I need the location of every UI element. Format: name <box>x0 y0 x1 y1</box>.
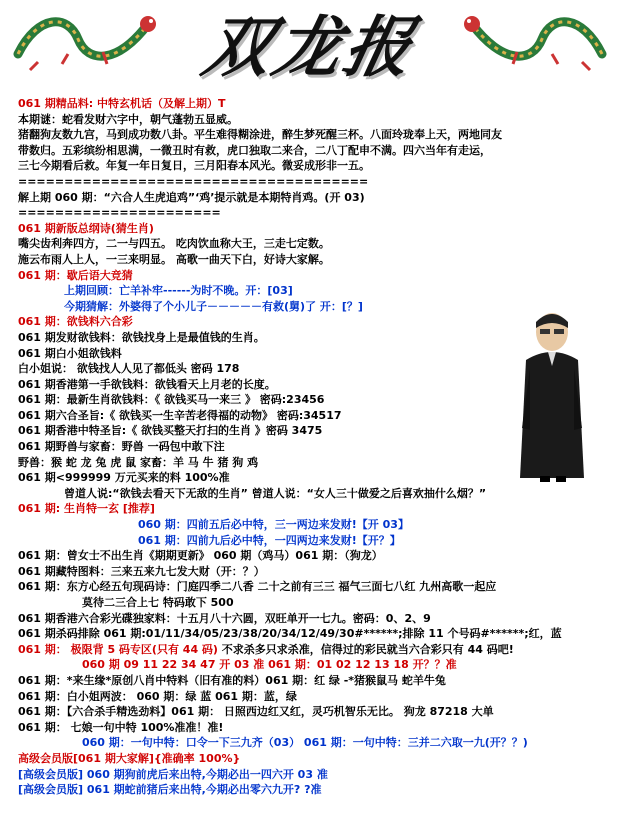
text-line <box>18 689 613 705</box>
text-segment: 061 期：欲钱料六合彩 <box>18 315 133 329</box>
text-line <box>18 720 613 736</box>
man-portrait-icon <box>512 308 592 484</box>
text-line <box>18 595 613 611</box>
text-segment: 061 期：四前九后必中特，一四两边来发财!【开？】 <box>138 533 401 547</box>
dragon-left-icon <box>8 4 158 74</box>
text-segment: 061 期：【六合杀手精选劲料】061 期： 日照西边红又红，灵巧机智乐无比。 狗龙 87218 大单 <box>18 705 494 719</box>
text-line <box>18 611 613 627</box>
text-segment: 061 期：东方心经五句现码诗：门庭四季二八香 二十之前有三三 福气三面七八红 九州高歌一起应 <box>18 580 497 594</box>
text-segment: 061 期白小姐欲钱料 <box>18 346 122 360</box>
text-segment: 白小姐说： 欲钱找人人见了都低头 密码 178 <box>18 362 240 376</box>
text-line <box>18 548 613 564</box>
text-line <box>18 252 613 268</box>
text-line <box>18 205 613 221</box>
text-segment: 施云布雨人上人，一三来明显。 高歌一曲天下白，好诗大家解。 <box>18 252 330 266</box>
text-segment: 野兽：猴 蛇 龙 兔 虎 鼠 家畜：羊 马 牛 猪 狗 鸡 <box>18 455 259 469</box>
text-segment: 曾道人说:“欲钱去看天下无敌的生肖” 曾道人说：“女人三十做爱之后喜欢抽什么烟？” <box>64 486 487 500</box>
text-line <box>18 174 613 190</box>
dragon-right-icon <box>462 4 612 74</box>
text-line <box>18 517 613 533</box>
text-segment: 060 期：一句中特：口令一下三九齐（03） 061 期：一句中特：三并二六取一九(开？？) <box>82 736 528 750</box>
text-segment: 解上期 060 期：“六合人生虎追鸡”‘鸡’提示就是本期特肖鸡。(开 03) <box>18 190 365 204</box>
text-line <box>18 143 613 159</box>
text-line <box>18 735 613 751</box>
text-segment: 061 期香港第一手欲钱料：欲钱看天上月老的长度。 <box>18 377 276 391</box>
text-line <box>18 190 613 206</box>
text-line <box>18 782 613 798</box>
text-line <box>18 501 613 517</box>
text-segment: 不求杀多只求杀准，信得过的彩民就当六合彩只有 44 码吧! <box>217 642 514 656</box>
text-segment: 061 期：*来生缘*原创八肖中特料（旧有准的料）061 期：红 绿 -*猪猴鼠马 蛇羊牛兔 <box>18 673 446 687</box>
text-line <box>18 533 613 549</box>
text-line <box>18 283 613 299</box>
text-segment: 061 期： 极限背 5 码专区(只有 44 码) <box>18 642 218 656</box>
text-segment: [高级会员版] 061 期蛇前猪后来出特,今期必出零六九开? ?准 <box>18 783 322 797</box>
text-segment: ====================== <box>18 206 221 220</box>
text-line <box>18 704 613 720</box>
text-line <box>18 767 613 783</box>
text-segment: 三七今期看后救。年复一年日复日，三月阳春本风光。微妥成形非一五。 <box>18 159 370 173</box>
text-segment: 嘴尖齿利奔四方，二一与四五。 吃肉饮血称大王，三走七定数。 <box>18 237 330 251</box>
text-line <box>18 268 613 284</box>
text-line <box>18 642 613 658</box>
text-segment: 061 期六合圣旨:《 欲钱买一生辛苦老得福的动物》 密码:34517 <box>18 408 342 422</box>
page-title: 双龙报 <box>196 8 424 86</box>
text-segment: 061 期精品料: <box>18 97 94 110</box>
text-segment: 本期谜：蛇看发财六字中，朝气蓬勃五显威。 <box>18 112 238 126</box>
text-segment: 061 期：歇后语大竞猜 <box>18 268 133 282</box>
text-segment: [高级会员版] 060 期狗前虎后来出特,今期必出一四六开 03 准 <box>18 767 328 781</box>
text-line <box>18 657 613 673</box>
text-line <box>18 221 613 237</box>
text-segment: 061 期： 七娘一句中特 100%准准！准! <box>18 720 224 734</box>
text-segment: 上期回顾：亡羊补牢------为时不晚。开：[03] <box>64 284 293 298</box>
text-segment: 061 期杀码排除 061 期:01/11/34/05/23/38/20/34/12/49/30#******;排除 11 个号码#******;红，蓝 <box>18 627 562 641</box>
text-line <box>18 579 613 595</box>
text-segment: 中特玄机话（及解上期）T <box>93 97 226 110</box>
text-line <box>18 158 613 174</box>
text-segment: 061 期藏特图料：三来五来九七发大财（开：？） <box>18 564 265 578</box>
text-segment: 高级会员版[061 期大家解]{准确率 100%} <box>18 751 241 765</box>
text-segment: 猪翻狗友数九宫，马到成功数八卦。平生难得糊涂进，醉生梦死醒三杯。八面玲珑奉上天，两地同友 <box>18 128 502 142</box>
text-segment: 莫待二三合上七 特码敢下 500 <box>82 596 234 609</box>
text-line <box>18 112 613 128</box>
text-segment: 061 期香港六合彩光碟独家料：十五月八十六圆，双旺单开一七九。密码：0、2、9 <box>18 611 431 625</box>
text-segment: 060 期：四前五后必中特，三一两边来发财!【开 03】 <box>138 518 409 532</box>
text-segment: 061 期野兽与家畜：野兽 一码包中敢下注 <box>18 440 225 454</box>
text-line <box>18 96 613 112</box>
text-segment: 061 期新版总纲诗(猜生肖) <box>18 221 154 235</box>
text-segment: 061 期: 生肖特一玄 [推荐] <box>18 502 155 516</box>
text-line <box>18 626 613 642</box>
text-line <box>18 564 613 580</box>
text-segment: 061 期香港中特圣旨:《 欲钱买整天打扫的生肖 》密码 3475 <box>18 424 323 438</box>
text-segment: 带数归。五彩缤纷相思满，一微丑时有救，虎口独取二来合，二八丁配申不满。四六当年有走运， <box>18 143 491 157</box>
text-segment: 061 期：曾女士不出生肖《期期更新》 060 期（鸡马）061 期：（狗龙） <box>18 549 383 563</box>
text-segment: 061 期：最新生肖欲钱料：《 欲钱买马一来三 》 密码:23456 <box>18 393 325 407</box>
text-segment: 今期猜解：外婆得了个小儿子－－－－－有救(舅)了 开：[？] <box>64 299 363 313</box>
text-segment: 061 期<999999 万元买来的料 100%准 <box>18 471 230 485</box>
header-banner <box>0 0 619 96</box>
text-line <box>18 236 613 252</box>
text-line <box>18 486 613 502</box>
text-line <box>18 751 613 767</box>
text-line <box>18 127 613 143</box>
text-segment: 060 期 09 11 22 34 47 开 03 准 061 期：01 02 12 13 18 开？？准 <box>82 658 457 672</box>
text-segment: ====================================== <box>18 174 369 188</box>
text-segment: 061 期发财欲钱料：欲钱找身上是最值钱的生肖。 <box>18 330 265 344</box>
text-line <box>18 673 613 689</box>
text-segment: 061 期：白小姐两波： 060 期：绿 蓝 061 期：蓝，绿 <box>18 689 297 703</box>
